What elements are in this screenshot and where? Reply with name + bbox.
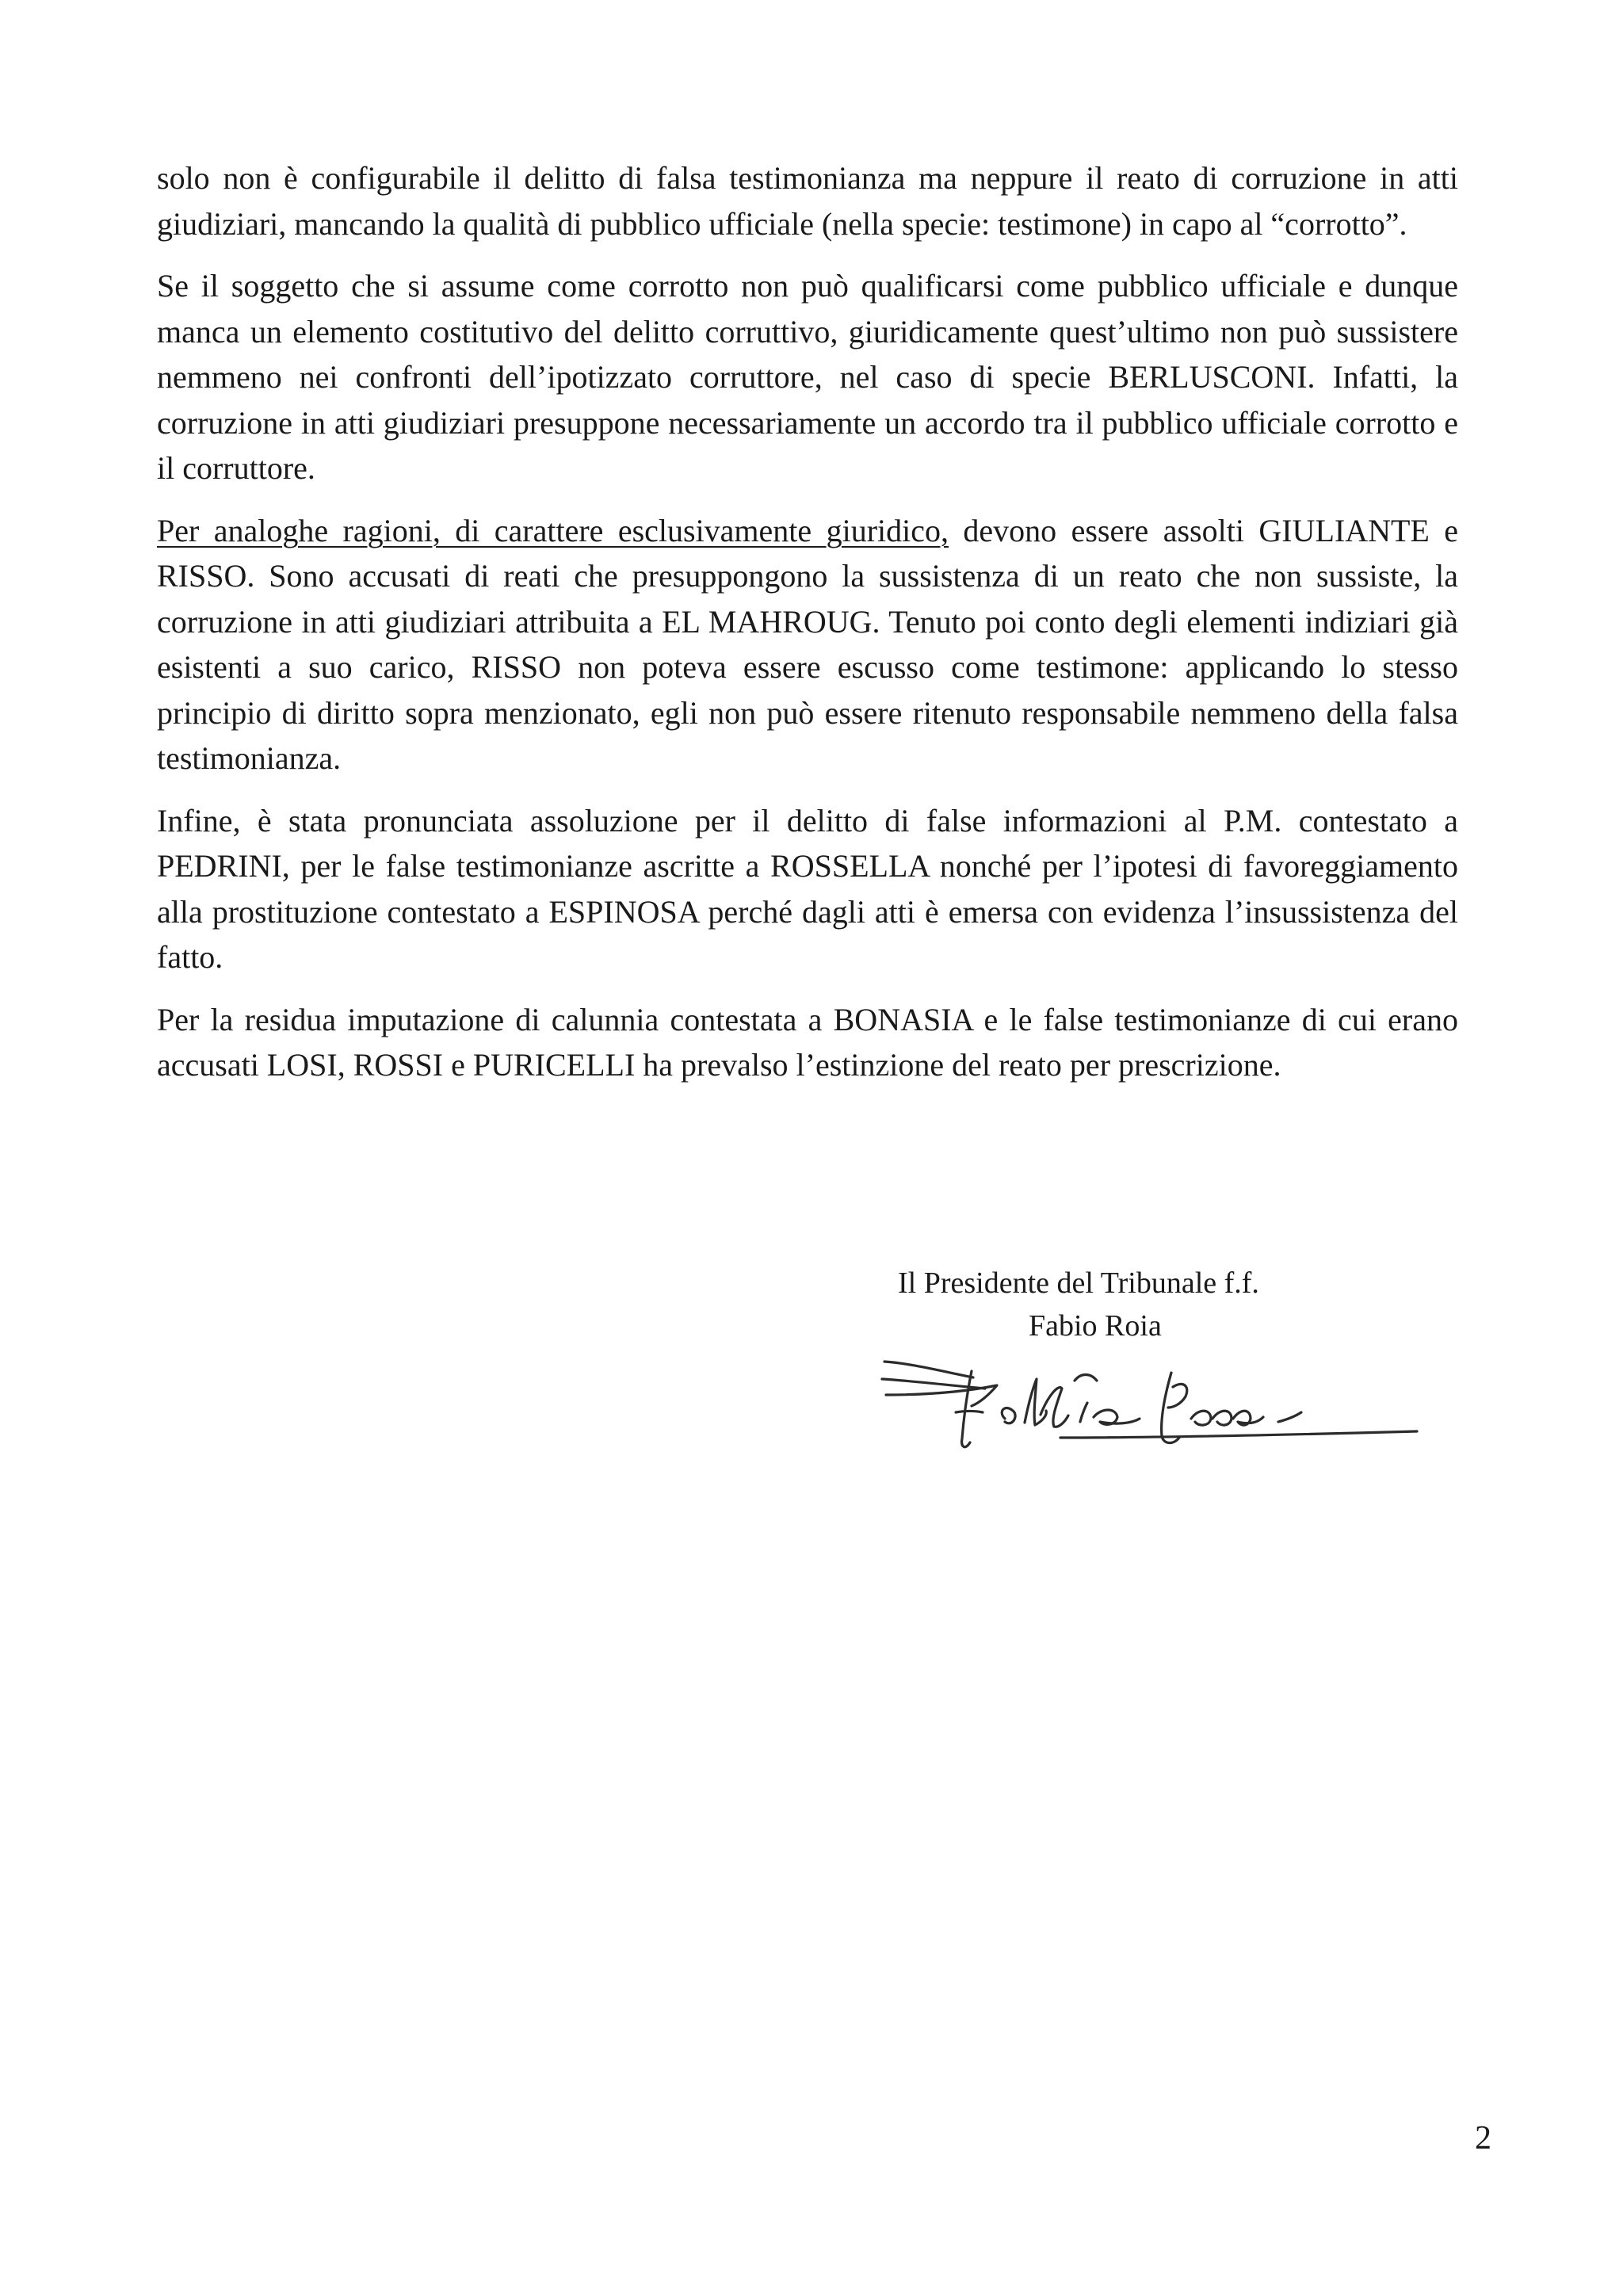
underlined-lead: Per analoghe ragioni, di carattere esclusivamente giuridico, [157,512,949,548]
signatory-name: Fabio Roia [1029,1309,1162,1343]
paragraph-3-body: devono essere assolti GIULIANTE e RISSO. Sono accusati di reati che presuppongono la sussistenza di un reato che non sussiste, la corruzione in atti giudiziari attribuita a EL MAHROUG. Tenuto poi conto degli elementi indiziari già esistenti a suo carico, RISSO non poteva essere escusso come testimone: applicando lo stesso principio di diritto sopra menzionato, egli non può essere ritenuto responsabile nemmeno della falsa testimonianza. [157,512,1459,776]
handwritten-signature [878,1339,1425,1458]
paragraph-4: Infine, è stata pronunciata assoluzione per il delitto di false informazioni al P.M. contestato a PEDRINI, per le false testimonianze ascritte a ROSSELLA nonché per l’ipotesi di favoreggiamento alla prostituzione contestato a ESPINOSA perché dagli atti è emersa con evidenza l’insussistenza del fatto. [157,802,1458,975]
document-body [157,155,1458,1105]
paragraph-2: Se il soggetto che si assume come corrotto non può qualificarsi come pubblico ufficiale e dunque manca un elemento costitutivo del delitto corruttivo, giuridicamente quest’ultimo non può sussistere nemmeno nei confronti dell’ipotizzato corruttore, nel caso di specie BERLUSCONI. Infatti, la corruzione in atti giudiziari presuppone necessariamente un accordo tra il pubblico ufficiale corrotto e il corruttore. [157,268,1458,486]
signatory-title: Il Presidente del Tribunale f.f. [898,1266,1259,1300]
signature-block [898,1262,1373,1347]
paragraph-3 [157,508,1458,781]
paragraph-5: Per la residua imputazione di calunnia contestata a BONASIA e le false testimonianze di cui erano accusati LOSI, ROSSI e PURICELLI ha prevalso l’estinzione del reato per prescrizione. [157,1001,1458,1083]
page-number: 2 [1475,2120,1491,2157]
paragraph-1: solo non è configurabile il delitto di falsa testimonianza ma neppure il reato di corruzione in atti giudiziari, mancando la qualità di pubblico ufficiale (nella specie: testimone) in capo al “corrotto”. [157,160,1458,242]
